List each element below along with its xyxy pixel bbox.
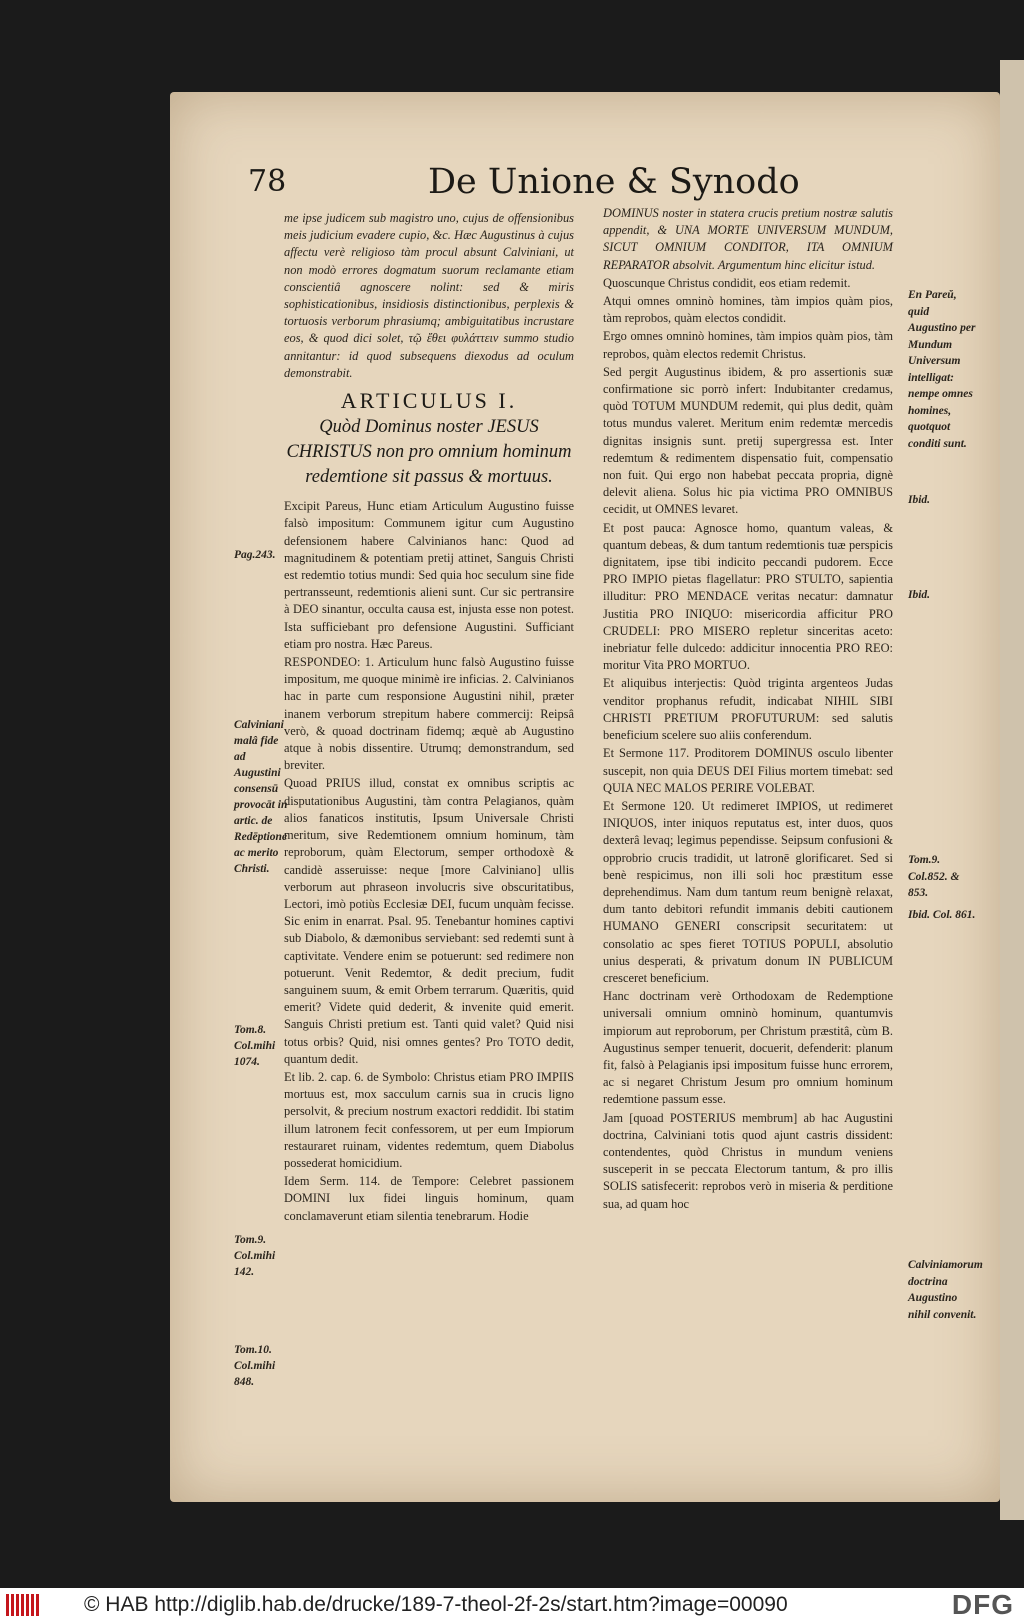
right-paragraph-10: Hanc doctrinam verè Orthodoxam de Redemptione universali omnium omninò hominum, quantumvis impiorum aut reproborum, per Christum præstitâ, cùm B. Augustinus semper tenuerit, docuerit, defenderit: planum fit, falsò à Pelagianis ipsi impositum fuisse hunc errorem, ac si negaret Christum Jesum pro omnium hominum redemtione passum esse.: [603, 989, 893, 1107]
book-page: [170, 92, 1000, 1502]
margin-note-left-2: Calviniani malâ fide ad Augustini consensū provocāt in artic. de Redēptione ac merito Christi.: [234, 719, 288, 875]
left-paragraph-5: Idem Serm. 114. de Tempore: Celebret passionem DOMINI lux fidei linguis hominum, quam conclamaverunt etiam silentia tenebrarum. Hodie: [284, 1174, 574, 1223]
right-paragraph-2: Quoscunque Christus condidit, eos etiam redemit.: [603, 275, 851, 290]
margin-note-right-2: Ibid.: [908, 494, 931, 506]
running-title: De Unione & Synodo: [428, 162, 800, 202]
right-paragraph-6: Et post pauca: Agnosce homo, quantum valeas, & quantum debeas, & dum tantum redemtionis tuæ perspicis dignitatem, ipse tibi indicito peccandi pudorem. Ecce PRO IMPIO pietas flagellatur: PRO STULTO, sapientia illuditur: PRO MENDACE veritas necatur: damnatur Justitia PRO INIQUO: misericordia afficitur PRO CRUDELI: PRO MISERO repletur sinceritas aceto: inebriatur felle dulcedo: addicitur innocentia PRO REO: moritur Vita PRO MORTUO.: [603, 520, 893, 673]
margin-note-right-1: En Pareŭ, quid Augustino per Mundum Universum intelligat: nempe omnes homines, quotquot conditi sunt.: [908, 289, 976, 450]
margin-note-left-4: Tom.9. Col.mihi 142.: [234, 1234, 276, 1278]
left-column: [284, 210, 574, 1226]
margin-note-left-5: Tom.10. Col.mihi 848.: [234, 1344, 276, 1388]
right-paragraph-5: Sed pergit Augustinus ibidem, & pro assertionis suæ confirmatione sic porrò infert: Indubitanter credamus, quòd TOTUM MUNDUM redemit, qui plus dedit, quàm totus mundus valeret. Meritum enim redemtæ mercedis dignitas insignis sunt. pretij supergressa est. Inter redemtum & redimentem dispensatio fuit, compensatio non fuit. Qui ergo non habebat peccata propria, dignè delevit aliena. Solus hic pia victima PRO OMNIBUS cecidit, ut OMNES levaret.: [603, 364, 893, 517]
margin-note-right-5: Ibid. Col. 861.: [908, 909, 976, 921]
right-paragraph-7: Et aliquibus interjectis: Quòd triginta argenteos Judas venditor prophanus refudit, indicabat NIHIL SIBI CHRISTI PRETIUM PROFUTURUM: sed salutis beneficium scelere suo aliis conferendum.: [603, 676, 893, 743]
left-paragraph-4: Et lib. 2. cap. 6. de Symbolo: Christus etiam PRO IMPIIS mortuus est, mox sacculum carnis sua in crucis ligno persolvit, & precium nostrum exactori reddidit. Ibi statim illum latronem fecit confessorem, ut per eum Impiorum restauraret ruinam, videntes redemtum, quem Diabolus possederat homicidium.: [284, 1069, 574, 1170]
right-column: [603, 205, 893, 1214]
adjacent-page-edge: [1000, 60, 1024, 1520]
margin-note-left-1: Pag.243.: [234, 549, 276, 561]
margin-note-right-4: Tom.9. Col.852. & 853.: [908, 854, 960, 899]
dfg-logo: DFG: [951, 1589, 1014, 1620]
margin-note-left-3: Tom.8. Col.mihi 1074.: [234, 1024, 276, 1068]
page-number: 78: [248, 164, 287, 199]
margin-note-right-6: Calviniamorum doctrina Augustino nihil convenit.: [908, 1259, 983, 1321]
right-paragraph-11: Jam [quoad POSTERIUS membrum] ab hac Augustini doctrina, Calviniani totis quod ajunt castris dissident: contendentes, quòd Christus in mundum veniens susceperit in se peccata Electorum tantum, & pro illis SOLIS satisfecerit: reprobos verò in miseria & perditione sua, ad quam hoc: [603, 1110, 893, 1211]
left-paragraph-1: Excipit Pareus, Hunc etiam Articulum Augustino fuisse falsò impositum: Communem igitur cum Augustino defensionem habere Calvinianos hanc: Quod ad magnitudinem & potentiam pretij attinet, Sanguis Christi est redemtio totius mundi: Sed quia hoc seculum sine fide pertransseunt, redemtionis alieni sunt. Cur sic pertransire à DEO sinantur, occulta causa est, injusta esse non potest. Ista sufficiebant pro defensione Augustini. Sufficiant etiam pro nostra. Hæc Pareus.: [284, 499, 574, 651]
copyright-url[interactable]: © HAB http://diglib.hab.de/drucke/189-7-theol-2f-2s/start.htm?image=00090: [84, 1593, 788, 1616]
right-paragraph-3: Atqui omnes omninò homines, tàm impios quàm pios, tàm reprobos, quàm electos condidit.: [603, 294, 893, 326]
article-heading: ARTICULUS I.: [340, 388, 518, 414]
left-paragraph-2: RESPONDEO: 1. Articulum hunc falsò Augustino fuisse impositum, me quoque minimè ire inficias. 2. Calvinianos hac in parte cum responsione Augustini nihil, præter inanem verborum strepitum habere commercij: Reipsâ verò, & quoad doctrinam fidemq; æquè ab Augustino atque à nobis dissentire. Utrumq; demonstrandum, sed breviter.: [284, 655, 574, 773]
right-paragraph-8: Et Sermone 117. Proditorem DOMINUS osculo libenter suscepit, non quia DEUS DEI Filius mortem timebat: sed QUIA NEC MALOS PERIRE VOLEBAT.: [603, 746, 893, 795]
right-paragraph-1: DOMINUS noster in statera crucis pretium nostræ salutis appendit, & UNA MORTE UNIVERSUM MUNDUM, SICUT OMNIUM CONDITOR, ITA OMNIUM REPARATOR absolvit. Argumentum hinc elicitur istud.: [603, 206, 893, 272]
footer-bar: [0, 1588, 1024, 1622]
left-intro: me ipse judicem sub magistro uno, cujus de offensionibus meis judicium evadere cupio, &c. Hæc Augustinus à cujus affectu verè religioso tàm procul absunt Calviniani, ut non modò errores dogmatum suorum reclamante etiam conscientiâ agnoscere nolint: sed & miris sophisticationibus, insidiosis distinctionibus, perplexis & tortuosis verborum phrasiumq; ambiguitatibus incrustare eos, & quod dici solet, τῷ ἔθει φυλάττειν summo studio annitantur: id quod subsequens diexodus ad oculum demonstrabit.: [284, 211, 574, 380]
margin-note-right-3: Ibid.: [908, 589, 931, 601]
article-subtitle: Quòd Dominus noster JESUS CHRISTUS non pro omnium hominum redemtione sit passus & mortuus.: [286, 417, 572, 488]
right-paragraph-9: Et Sermone 120. Ut redimeret IMPIOS, ut redimeret INIQUOS, inter iniquos reputatus est, inter duos, quos dexterâ levaq; legimus pependisse. Seipsum confusioni & opprobrio crucis tradidit, ut latronē glorificaret. Sed si benè respicimus, non illi soli hoc præstitum esse deprehendimus. Nam dum tantum reum benignè relaxat, dum tanto debitori refundit immanis debiti cautionem HUMANO GENERI conscripsit securitatem: ut consolatio ac spes fieret TOTIUS POPULI, absolutio unius desperati, & privatum donum IN PUBLICUM cresceret beneficium.: [603, 798, 893, 985]
barcode-icon: [6, 1594, 46, 1616]
left-paragraph-3: Quoad PRIUS illud, constat ex omnibus scriptis ac disputationibus Augustini, tàm contra Pelagianos, quàm alios fanaticos institutis, Ipsum Universale Christi meritum, sive Redemtionem omnium hominum, tàm reproborum, quàm Electorum, semper orthodoxè & candidè asseruisse: neque [more Calviniano] ullis verborum aut phraseon involucris sive obscuritatibus, Lectori, imò potiùs Ecclesiæ DEI, fucum unquàm fecisse. Sic enim in enarrat. Psal. 95. Tenebantur homines captivi sub Diabolo, & dæmonibus serviebant: sed redemti sunt à captivitate. Vendere enim se potuerunt: sed redimere non potuerunt. Venit Redemtor, & dedit precium, fudit sanguinem suum, & emit Orbem terrarum. Quæritis, quid emerit? Videte quid dederit, & invenite quid emerit. Sanguis Christi pretium est. Tanti quid valet? Quid nisi totus orbis? Quid, nisi omnes gentes? Pro TOTO dedit, quantum dedit.: [284, 776, 574, 1066]
right-paragraph-4: Ergo omnes omninò homines, tàm impios quàm pios, tàm reprobos, quàm electos redemit Christus.: [603, 329, 893, 361]
